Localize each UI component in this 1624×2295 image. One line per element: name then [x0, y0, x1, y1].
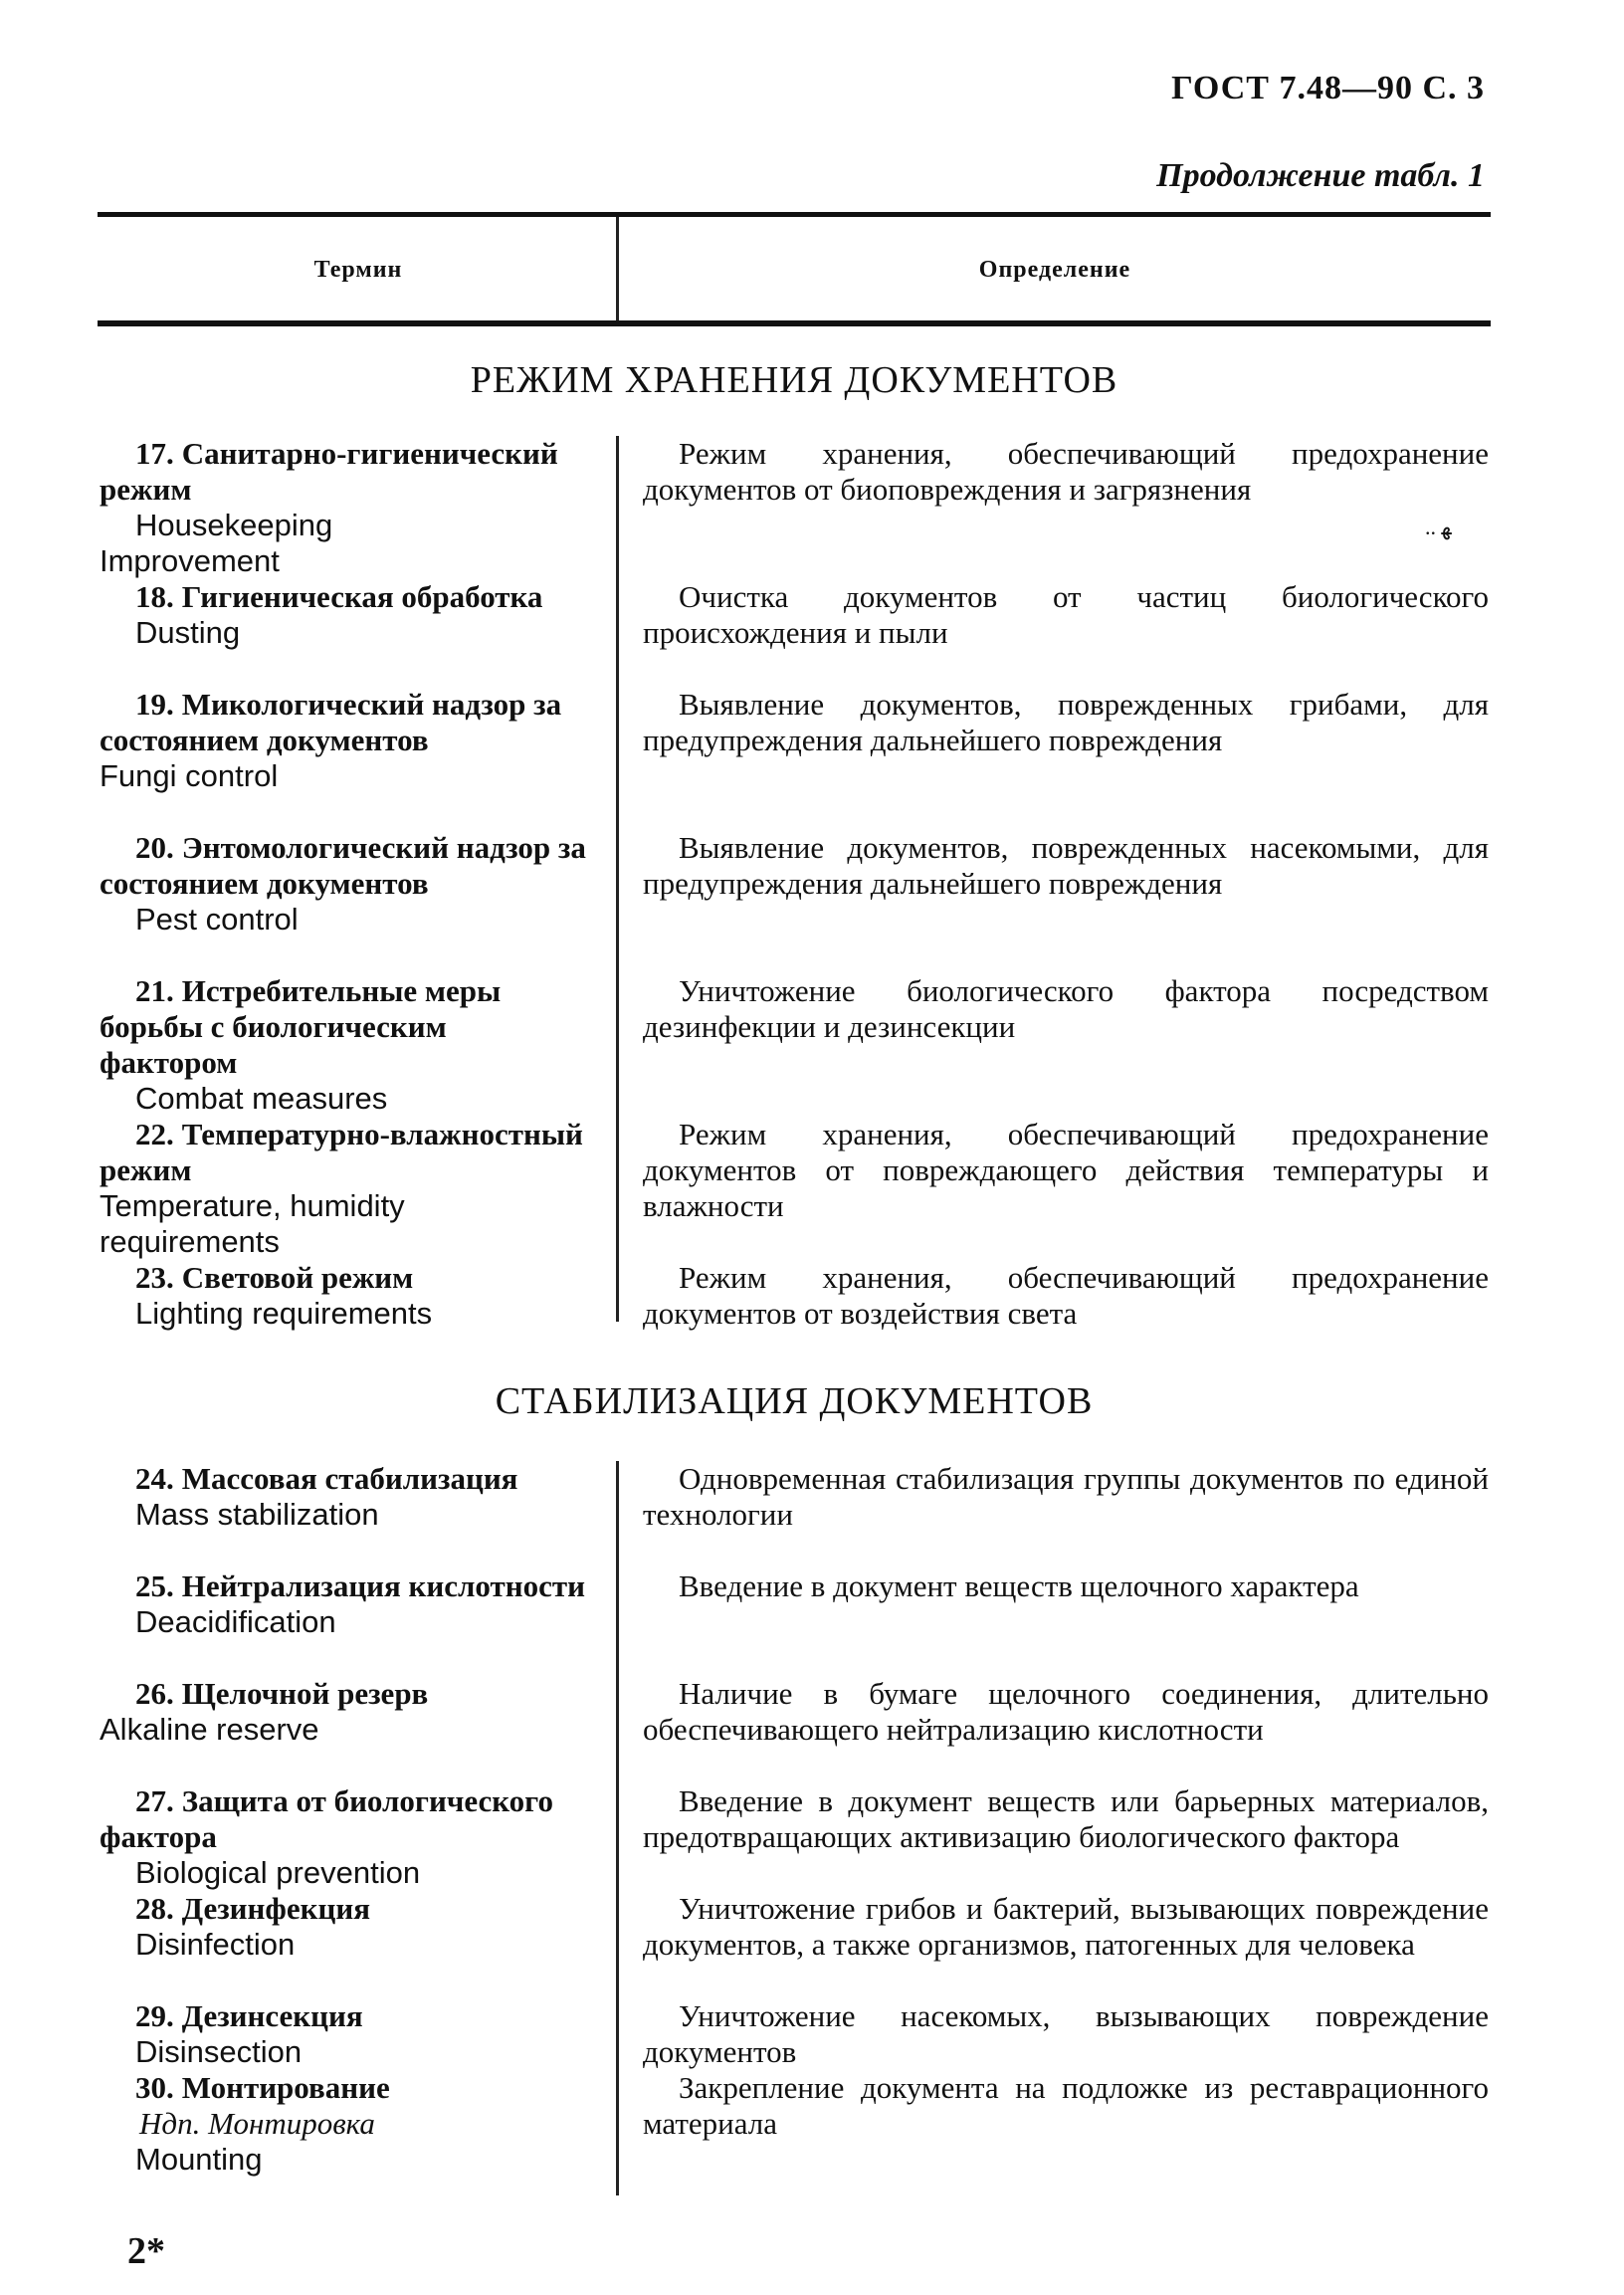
term-ru: Температурно-влажностный режим — [100, 1117, 583, 1187]
section-title-storage-regime: РЕЖИМ ХРАНЕНИЯ ДОКУМЕНТОВ — [470, 359, 1118, 401]
definition-19: Выявление документов, поврежденных грибами, для предупреждения дальнейшего повреждения — [643, 687, 1489, 757]
term-24 — [100, 1461, 587, 1533]
table-top-rule — [98, 212, 1491, 217]
section-2-column-divider — [616, 1461, 619, 2195]
term-en: Disinfection — [135, 1927, 296, 1962]
term-22 — [100, 1117, 587, 1260]
term-19 — [100, 687, 587, 794]
section-1-column-divider — [616, 436, 619, 1322]
term-ru: Истребительные меры борьбы с биологическим фактором — [100, 973, 502, 1080]
term-number: 30. — [135, 2070, 174, 2105]
definition-25: Введение в документ веществ щелочного характера — [679, 1568, 1359, 1603]
definition-29: Уничтожение насекомых, вызывающих повреждение документов — [643, 1998, 1489, 2069]
term-number: 20. — [135, 830, 174, 865]
term-en: Pest control — [135, 902, 299, 937]
definition-28: Уничтожение грибов и бактерий, вызывающих повреждение документов, а также организмов, патогенных для человека — [643, 1891, 1489, 1962]
column-header-definition: Определение — [978, 257, 1131, 283]
definition-17: Режим хранения, обеспечивающий предохранение документов от биоповреждения и загрязнения — [643, 436, 1489, 507]
term-23 — [100, 1260, 587, 1332]
term-21 — [100, 973, 587, 1117]
term-number: 21. — [135, 973, 174, 1008]
term-number: 25. — [135, 1568, 174, 1603]
page-signature-mark: 2* — [127, 2230, 165, 2272]
term-ru: Массовая стабилизация — [181, 1461, 518, 1496]
definition-18: Очистка документов от частиц биологического происхождения и пыли — [643, 579, 1489, 650]
term-en: Temperature, humidity requirements — [100, 1188, 405, 1259]
definition-27: Введение в документ веществ или барьерных материалов, предотвращающих активизацию биологического фактора — [643, 1783, 1489, 1854]
term-17 — [100, 436, 587, 579]
definition-24: Одновременная стабилизация группы документов по единой технологии — [643, 1461, 1489, 1532]
term-29 — [100, 1998, 587, 2070]
document-id: ГОСТ 7.48—90 С. 3 — [1171, 70, 1485, 106]
term-en: Mass stabilization — [135, 1497, 379, 1532]
term-number: 26. — [135, 1676, 174, 1711]
term-20 — [100, 830, 587, 938]
term-ru: Дезинсекция — [181, 1998, 363, 2033]
scan-mark: .. ﻿ﻬ — [1425, 515, 1452, 539]
table-header-rule — [98, 320, 1491, 326]
term-number: 27. — [135, 1783, 174, 1818]
header-column-divider — [616, 217, 619, 320]
table-continuation-label: Продолжение табл. 1 — [1156, 157, 1485, 194]
definition-26: Наличие в бумаге щелочного соединения, длительно обеспечивающего нейтрализацию кислотности — [643, 1676, 1489, 1747]
term-ru: Гигиеническая обработка — [181, 579, 543, 614]
definition-22: Режим хранения, обеспечивающий предохранение документов от повреждающего действия температуры и влажности — [643, 1117, 1489, 1223]
term-en-cont: Improvement — [100, 543, 280, 578]
definition-23: Режим хранения, обеспечивающий предохранение документов от воздействия света — [643, 1260, 1489, 1331]
term-ru: Санитарно-гигиенический режим — [100, 436, 558, 507]
term-26 — [100, 1676, 587, 1748]
term-ru: Энтомологический надзор за состоянием документов — [100, 830, 586, 901]
term-ru: Нейтрализация кислотности — [181, 1568, 585, 1603]
term-en: Deacidification — [135, 1604, 336, 1639]
term-number: 23. — [135, 1260, 174, 1295]
definition-21: Уничтожение биологического фактора посредством дезинфекции и дезинсекции — [643, 973, 1489, 1044]
term-en: Mounting — [135, 2142, 263, 2177]
term-ru: Защита от биологического фактора — [100, 1783, 553, 1854]
term-30 — [100, 2070, 587, 2178]
term-number: 19. — [135, 687, 174, 722]
term-en: Combat measures — [135, 1081, 388, 1116]
definition-30: Закрепление документа на подложке из реставрационного материала — [643, 2070, 1489, 2141]
term-18 — [100, 579, 587, 651]
term-ru: Монтирование — [181, 2070, 390, 2105]
term-en: Alkaline reserve — [100, 1712, 319, 1747]
term-en: Fungi control — [100, 758, 279, 793]
term-number: 17. — [135, 436, 174, 471]
term-en: Lighting requirements — [135, 1296, 433, 1331]
term-ru: Микологический надзор за состоянием документов — [100, 687, 562, 757]
term-en: Biological prevention — [135, 1855, 421, 1890]
section-title-stabilization: СТАБИЛИЗАЦИЯ ДОКУМЕНТОВ — [495, 1380, 1094, 1422]
term-number: 22. — [135, 1117, 174, 1151]
term-ru: Щелочной резерв — [181, 1676, 429, 1711]
term-ru: Световой режим — [181, 1260, 414, 1295]
term-en: Housekeeping — [135, 508, 333, 542]
term-28 — [100, 1891, 587, 1963]
term-27 — [100, 1783, 587, 1891]
term-not-recommended: Ндп. Монтировка — [139, 2106, 375, 2141]
term-en: Disinsection — [135, 2034, 303, 2069]
term-25 — [100, 1568, 587, 1640]
column-header-term: Термин — [313, 257, 403, 283]
term-number: 28. — [135, 1891, 174, 1926]
term-number: 18. — [135, 579, 174, 614]
definition-20: Выявление документов, поврежденных насекомыми, для предупреждения дальнейшего повреждения — [643, 830, 1489, 901]
term-number: 29. — [135, 1998, 174, 2033]
term-ru: Дезинфекция — [181, 1891, 370, 1926]
term-en: Dusting — [135, 615, 241, 650]
term-number: 24. — [135, 1461, 174, 1496]
